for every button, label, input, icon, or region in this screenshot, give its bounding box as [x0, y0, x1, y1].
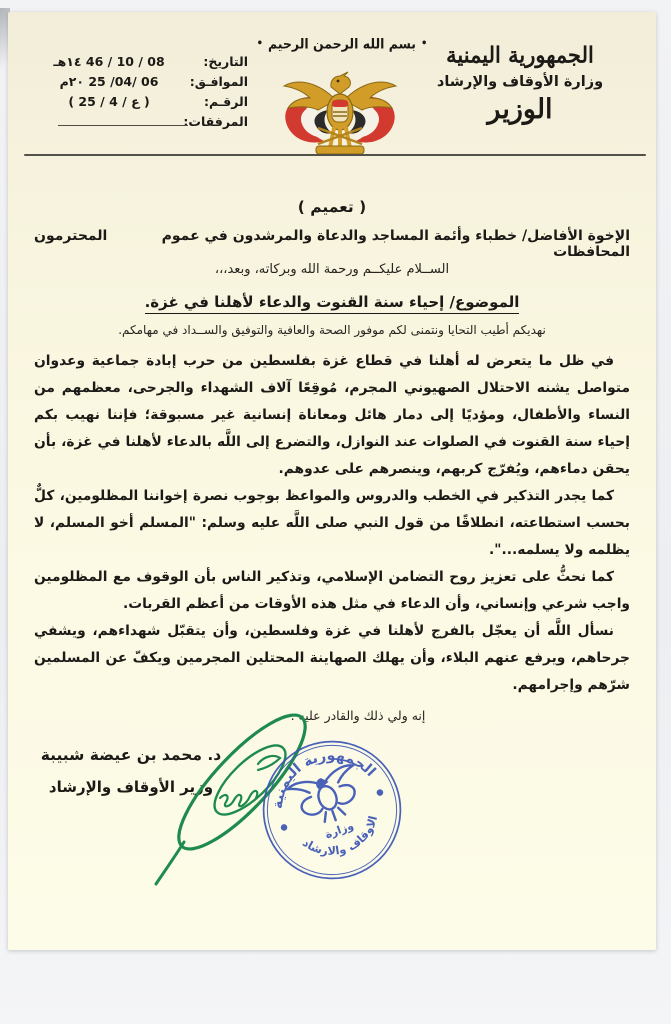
reference-number-row	[30, 94, 248, 114]
minister-title: وزير الأوقاف والإرشاد	[48, 778, 214, 796]
addressee-text: الإخوة الأفاضل/ خطباء وأئمة المساجد والدعاة والمرشدون في عموم المحافظات	[161, 228, 630, 260]
date-label: التاريخ:	[203, 54, 248, 69]
minister-title-calligraphy: الوزير	[487, 94, 553, 125]
attachments-row	[30, 114, 248, 134]
letter-page	[8, 12, 656, 950]
date-reference-block	[30, 54, 248, 134]
letter-body	[34, 348, 630, 699]
stamp-dot-right	[376, 788, 384, 796]
stamp-top-text: الجمهورية اليمنية	[269, 747, 379, 810]
greeting-line: نهديكم أطيب التحايا ونتمنى لكم موفور الصحة والعافية والتوفيق والســداد في مهامكم.	[118, 323, 546, 337]
salutation-line: الســلام عليكــم ورحمة الله وبركاته، وبعد،،،	[214, 262, 450, 277]
country-name-calligraphy: الجمهورية اليمنية	[446, 41, 594, 68]
subject-line	[8, 293, 656, 311]
addressee-row	[34, 228, 630, 260]
honorific-text: المحترمون	[34, 228, 108, 244]
stamp-dot-left	[280, 823, 288, 831]
stamp-middle-word: وزارة	[323, 819, 356, 842]
bismillah-text: بسم الله الرحمن الرحيم	[268, 35, 416, 52]
bismillah-calligraphy	[232, 35, 452, 52]
gregorian-date-value: 06 /04/ 25 ٢٠م	[59, 74, 159, 89]
ministry-name: وزارة الأوقاف والإرشاد	[436, 74, 604, 90]
gregorian-date-row	[30, 74, 248, 94]
ornament-dot-left: •	[256, 37, 263, 50]
paragraph-1: في ظل ما يتعرض له أهلنا في قطاع غزة بفلسطين من حرب إبادة جماعية وعدوان متواصل يشنه الاحتلال الصهيوني المجرم، مُوقِعًا آلاف الشهداء والجرحى، معظمهم من النساء والأطفال، ومؤديًا إلى دمار هائل ومعاناة إنسانية غير مسبوقة؛ فإننا نهيب بكم إحياء سنة القنوت في الصلوات عند النوازل، والتضرع إلى اللَّه بالدعاء لأهلنا في غزة، بأن يحقن دماءهم، ويُفرّج كربهم، وينصرهم على عدوهم.	[34, 353, 630, 477]
attachments-blank-line	[58, 114, 188, 126]
circular-heading: ( تعميم )	[297, 198, 367, 216]
ministry-round-stamp	[256, 734, 408, 886]
paragraph-3: كما نحثُّ على تعزيز روح التضامن الإسلامي، وتذكير الناس بأن الوقوف مع المظلومين واجب شرعي وإنساني، وأن الدعاء في مثل هذه الأوقات من أعظم القربات.	[34, 569, 630, 612]
date-value: 08 / 10 / 46 ١٤هـ	[53, 54, 165, 69]
date-row	[30, 54, 248, 74]
gregorian-date-label: الموافـق:	[189, 74, 248, 89]
yemen-eagle-emblem-icon	[274, 64, 406, 156]
minister-name: د. محمد بن عيضة شبيبة	[40, 746, 222, 764]
paragraph-2: كما يجدر التذكير في الخطب والدروس والمواعظ بوجوب نصرة إخواننا المظلومين، كلٌّ بحسب استطاعته، انطلاقًا من قول النبي صلى اللَّه عليه وسلم: "المسلم أخو المسلم، لا يظلمه ولا يسلمه...".	[34, 488, 630, 558]
reference-number-value: ( ع / 4 / 25 )	[68, 94, 150, 109]
header-divider	[24, 154, 646, 156]
closing-line: إنه ولي ذلك والقادر عليه .	[290, 708, 426, 723]
attachments-label: المرفقات:	[183, 114, 248, 129]
stamp-bottom-text: الاوقاف والارشاد	[300, 814, 381, 858]
paragraph-4: نسأل اللَّه أن يعجّل بالفرج لأهلنا في غزة وفلسطين، وأن يتقبّل شهداءهم، ويشفي جرحاهم، ويرفع عنهم البلاء، وأن يهلك الصهاينة المحتلين المجرمين ويكفّ عن المسلمين شرّهم وإجرامهم.	[34, 623, 630, 693]
ornament-dot-right: •	[421, 37, 428, 50]
svg-text:الاوقاف والارشاد	[297, 810, 388, 869]
svg-text:الجمهورية اليمنية	[257, 734, 381, 815]
letterhead-right-block	[402, 42, 638, 126]
subject-text: الموضوع/ إحياء سنة القنوت والدعاء لأهلنا في غزة.	[145, 293, 520, 314]
reference-number-label: الرقـم:	[203, 94, 248, 109]
